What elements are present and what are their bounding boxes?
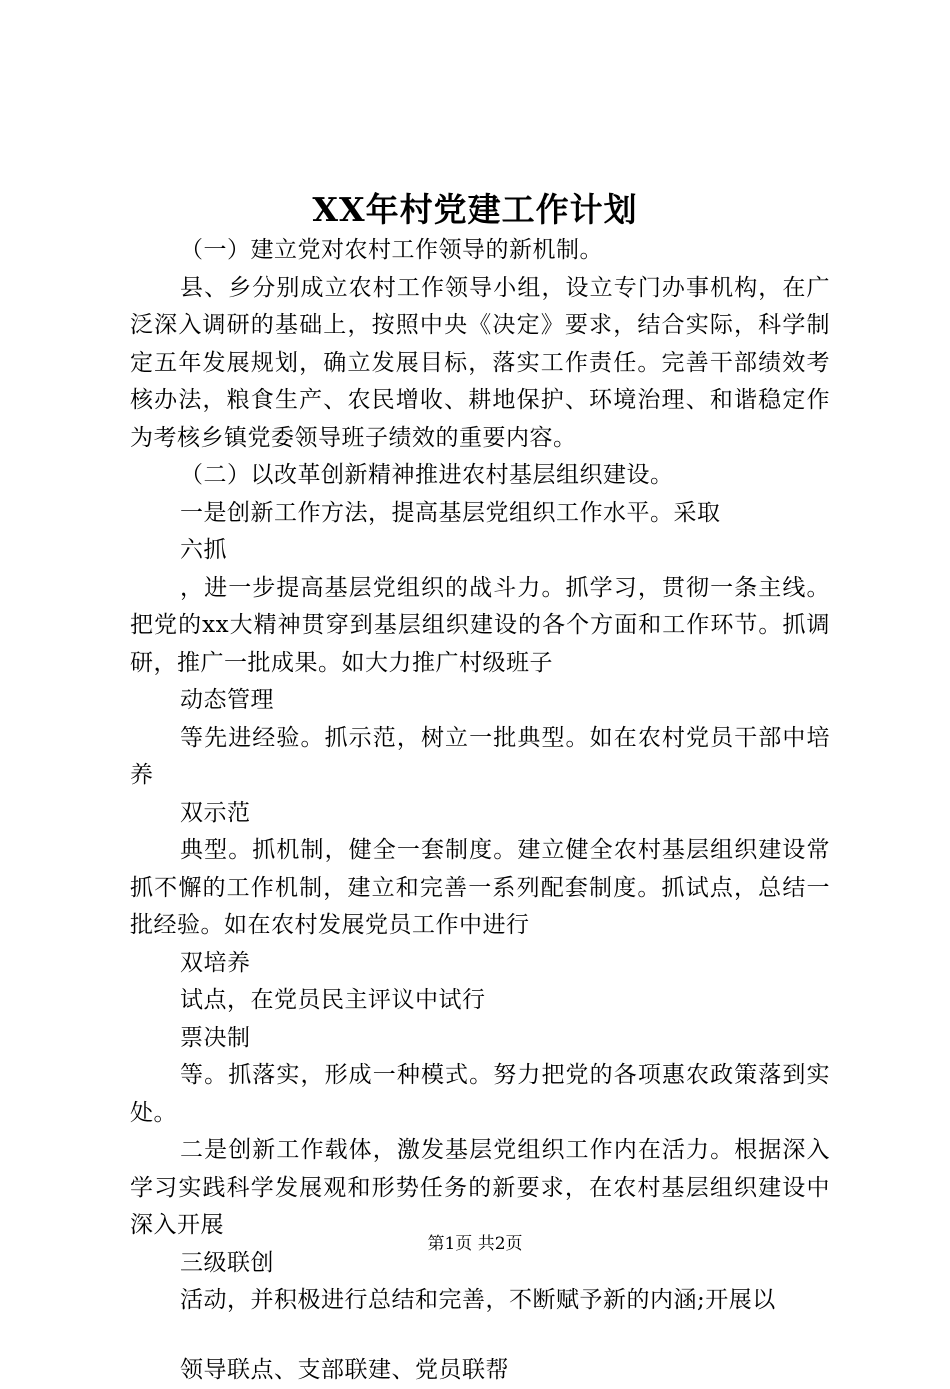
paragraph: 动态管理: [130, 682, 830, 720]
document-title: XX年村党建工作计划: [0, 182, 950, 238]
paragraph: 县、乡分别成立农村工作领导小组，设立专门办事机构，在广泛深入调研的基础上，按照中央《决定》要求，结合实际，科学制定五年发展规划，确立发展目标，落实工作责任。完善干部绩效考核办法，粮食生产、农民增收、耕地保护、环境治理、和谐稳定作为考核乡镇党委领导班子绩效的重要内容。: [130, 270, 830, 458]
paragraph: ，进一步提高基层党组织的战斗力。抓学习，贯彻一条主线。把党的xx大精神贯穿到基层组织建设的各个方面和工作环节。抓调研，推广一批成果。如大力推广村级班子: [130, 570, 830, 683]
paragraph: 二是创新工作载体，激发基层党组织工作内在活力。根据深入学习实践科学发展观和形势任务的新要求，在农村基层组织建设中深入开展: [130, 1132, 830, 1245]
paragraph: （一）建立党对农村工作领导的新机制。: [130, 232, 830, 270]
paragraph: 双示范: [130, 795, 830, 833]
paragraph: 三级联创: [130, 1245, 830, 1283]
paragraph: 领导联点、支部联建、党员联帮: [130, 1352, 830, 1389]
paragraph: 双培养: [130, 945, 830, 983]
paragraph: 典型。抓机制，健全一套制度。建立健全农村基层组织建设常抓不懈的工作机制，建立和完善一系列配套制度。抓试点，总结一批经验。如在农村发展党员工作中进行: [130, 832, 830, 945]
document-body: [130, 232, 830, 1389]
paragraph: （二）以改革创新精神推进农村基层组织建设。: [130, 457, 830, 495]
paragraph: 等先进经验。抓示范，树立一批典型。如在农村党员干部中培养: [130, 720, 830, 795]
paragraph: 活动，并积极进行总结和完善，不断赋予新的内涵;开展以: [130, 1282, 830, 1320]
paragraph: 试点，在党员民主评议中试行: [130, 982, 830, 1020]
paragraph: 等。抓落实，形成一种模式。努力把党的各项惠农政策落到实处。: [130, 1057, 830, 1132]
page-footer: 第1页 共2页: [0, 1232, 950, 1256]
paragraph: 六抓: [130, 532, 830, 570]
paragraph: 一是创新工作方法，提高基层党组织工作水平。采取: [130, 495, 830, 533]
paragraph: 票决制: [130, 1020, 830, 1058]
blank-line: [130, 1320, 830, 1352]
